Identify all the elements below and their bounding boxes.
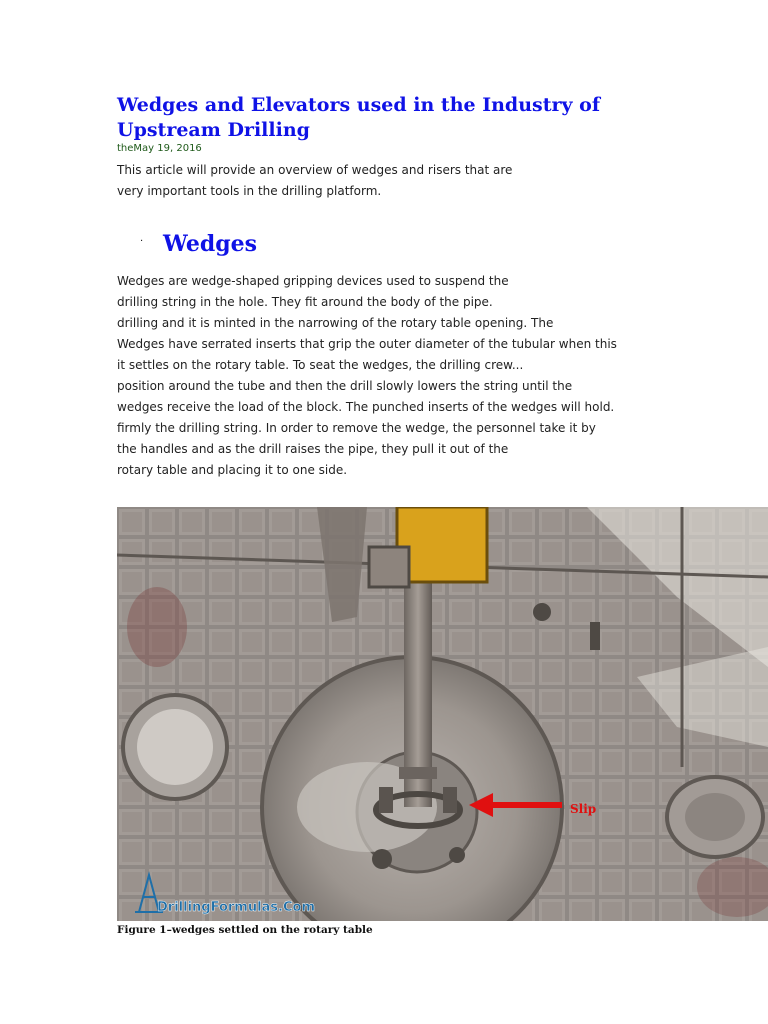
body-line: Wedges are wedge-shaped gripping devices used to suspend the: [117, 274, 509, 288]
intro-line: This article will provide an overview of wedges and risers that are: [117, 163, 513, 177]
body-line: wedges receive the load of the block. The punched inserts of the wedges will hold.: [117, 400, 615, 414]
body-line: the handles and as the drill raises the pipe, they pull it out of the: [117, 442, 509, 456]
bullet-icon: ·: [140, 236, 144, 247]
body-paragraph: [117, 271, 627, 481]
publish-date: theMay 19, 2016: [117, 143, 202, 154]
watermark: DrillingFormulas.Com: [157, 900, 316, 915]
body-line: drilling string in the hole. They fit around the body of the pipe.: [117, 295, 493, 309]
body-line: drilling and it is minted in the narrowing of the rotary table opening. The: [117, 316, 554, 330]
article-title-line-1: Wedges and Elevators used in the Industry of: [117, 94, 601, 116]
article-title: [117, 93, 677, 143]
body-line: it settles on the rotary table. To seat the wedges, the drilling crew...: [117, 358, 524, 372]
body-line: rotary table and placing it to one side.: [117, 463, 348, 477]
rotary-table-photo: [117, 507, 768, 921]
intro-paragraph: [117, 160, 617, 202]
body-line: position around the tube and then the drill slowly lowers the string until the: [117, 379, 573, 393]
body-line: firmly the drilling string. In order to remove the wedge, the personnel take it by: [117, 421, 596, 435]
body-line: Wedges have serrated inserts that grip the outer diameter of the tubular when this: [117, 337, 617, 351]
section-heading: Wedges: [163, 231, 258, 257]
intro-line: very important tools in the drilling platform.: [117, 184, 382, 198]
article-title-line-2: Upstream Drilling: [117, 119, 310, 141]
slip-label: Slip: [570, 802, 597, 816]
figure-caption: Figure 1–wedges settled on the rotary table: [117, 924, 373, 936]
